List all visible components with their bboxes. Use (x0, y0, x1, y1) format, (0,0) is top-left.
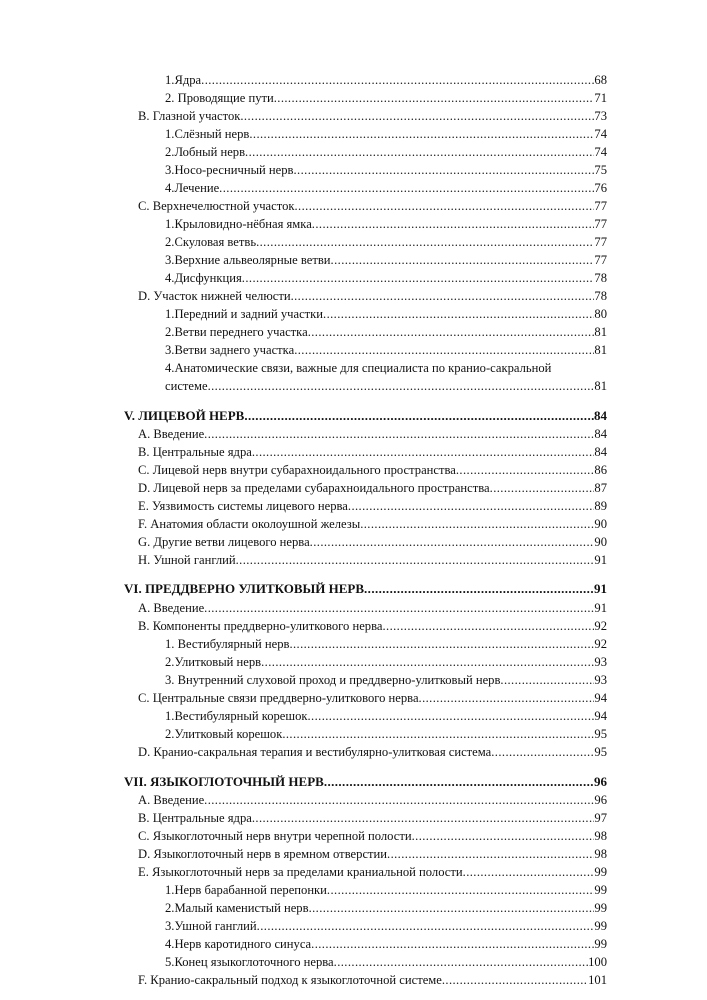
toc-entry: F. Анатомия области околоушной железы ..... 90 (138, 515, 607, 533)
toc-entry: 3.Ушной ганглий ..... 99 (165, 917, 607, 935)
toc-entry: 4.Нерв каротидного синуса ..... 99 (165, 935, 607, 953)
toc-entry: 3.Верхние альвеолярные ветви ..... 77 (165, 251, 607, 269)
toc-entry: 4.Лечение ..... 76 (165, 179, 607, 197)
toc-chapter: V. ЛИЦЕВОЙ НЕРВ ..... 84 (124, 407, 607, 425)
toc-entry: 1.Нерв барабанной перепонки ..... 99 (165, 881, 607, 899)
toc-entry: D. Участок нижней челюсти ..... 78 (138, 287, 607, 305)
toc-entry: 3. Внутренний слуховой проход и преддверно-улитковый нерв ..... 93 (165, 671, 607, 689)
toc-entry: системе ..... 81 (165, 377, 607, 395)
toc-entry: 3.Ветви заднего участка ..... 81 (165, 341, 607, 359)
toc-entry: 2.Лобный нерв ..... 74 (165, 143, 607, 161)
toc-entry: C. Языкоглоточный нерв внутри черепной полости ..... 98 (138, 827, 607, 845)
toc-entry: E. Языкоглоточный нерв за пределами краниальной полости ..... 99 (138, 863, 607, 881)
toc-entry: 1.Ядра ..... 68 (165, 71, 607, 89)
toc-entry: B. Компоненты преддверно-улиткового нерва ..... 92 (138, 617, 607, 635)
toc-entry: A. Введение ..... 84 (138, 425, 607, 443)
toc-entry: E. Уязвимость системы лицевого нерва ..... 89 (138, 497, 607, 515)
toc-entry: 4.Дисфункция ..... 78 (165, 269, 607, 287)
toc-entry: A. Введение ..... 91 (138, 599, 607, 617)
toc-entry: D. Языкоглоточный нерв в яремном отверстии ..... 98 (138, 845, 607, 863)
toc-chapter: VII. ЯЗЫКОГЛОТОЧНЫЙ НЕРВ ..... 96 (124, 773, 607, 791)
toc-entry: 5.Конец языкоглоточного нерва ..... 100 (165, 953, 607, 971)
toc-entry: D. Лицевой нерв за пределами субарахноидального пространства ..... 87 (138, 479, 607, 497)
toc-entry: A. Введение ..... 96 (138, 791, 607, 809)
toc-entry: G. Другие ветви лицевого нерва ..... 90 (138, 533, 607, 551)
toc-chapter: VI. ПРЕДДВЕРНО УЛИТКОВЫЙ НЕРВ ..... 91 (124, 580, 607, 598)
toc-entry: 2.Малый каменистый нерв ..... 99 (165, 899, 607, 917)
toc-entry: 1.Передний и задний участки ..... 80 (165, 305, 607, 323)
toc-entry: 1. Вестибулярный нерв ..... 92 (165, 635, 607, 653)
toc-entry: 3.Носо-ресничный нерв ..... 75 (165, 161, 607, 179)
toc-entry: B. Центральные ядра ..... 97 (138, 809, 607, 827)
toc-entry: 1.Вестибулярный корешок ..... 94 (165, 707, 607, 725)
toc-entry: 2.Улитковый корешок ..... 95 (165, 725, 607, 743)
toc-entry: H. Ушной ганглий ..... 91 (138, 551, 607, 569)
toc-entry: 4.Анатомические связи, важные для специалиста по кранио-сакральной (165, 361, 552, 375)
toc-entry: B. Центральные ядра ..... 84 (138, 443, 607, 461)
toc-entry: 2.Скуловая ветвь ..... 77 (165, 233, 607, 251)
toc-entry: 2. Проводящие пути ..... 71 (165, 89, 607, 107)
toc-entry: 1.Крыловидно-нёбная ямка ..... 77 (165, 215, 607, 233)
toc-entry: В. Глазной участок ..... 73 (138, 107, 607, 125)
toc-entry: С. Верхнечелюстной участок ..... 77 (138, 197, 607, 215)
toc-entry: C. Лицевой нерв внутри субарахноидального пространства ..... 86 (138, 461, 607, 479)
toc-entry: 1.Слёзный нерв ..... 74 (165, 125, 607, 143)
toc-entry: F. Кранио-сакральный подход к языкоглоточной системе ..... 101 (138, 971, 607, 989)
toc-entry: 2.Ветви переднего участка ..... 81 (165, 323, 607, 341)
toc-entry: D. Кранио-сакральная терапия и вестибулярно-улитковая система ..... 95 (138, 743, 607, 761)
toc-entry: C. Центральные связи преддверно-улиткового нерва ..... 94 (138, 689, 607, 707)
toc-entry: 2.Улитковый нерв ..... 93 (165, 653, 607, 671)
